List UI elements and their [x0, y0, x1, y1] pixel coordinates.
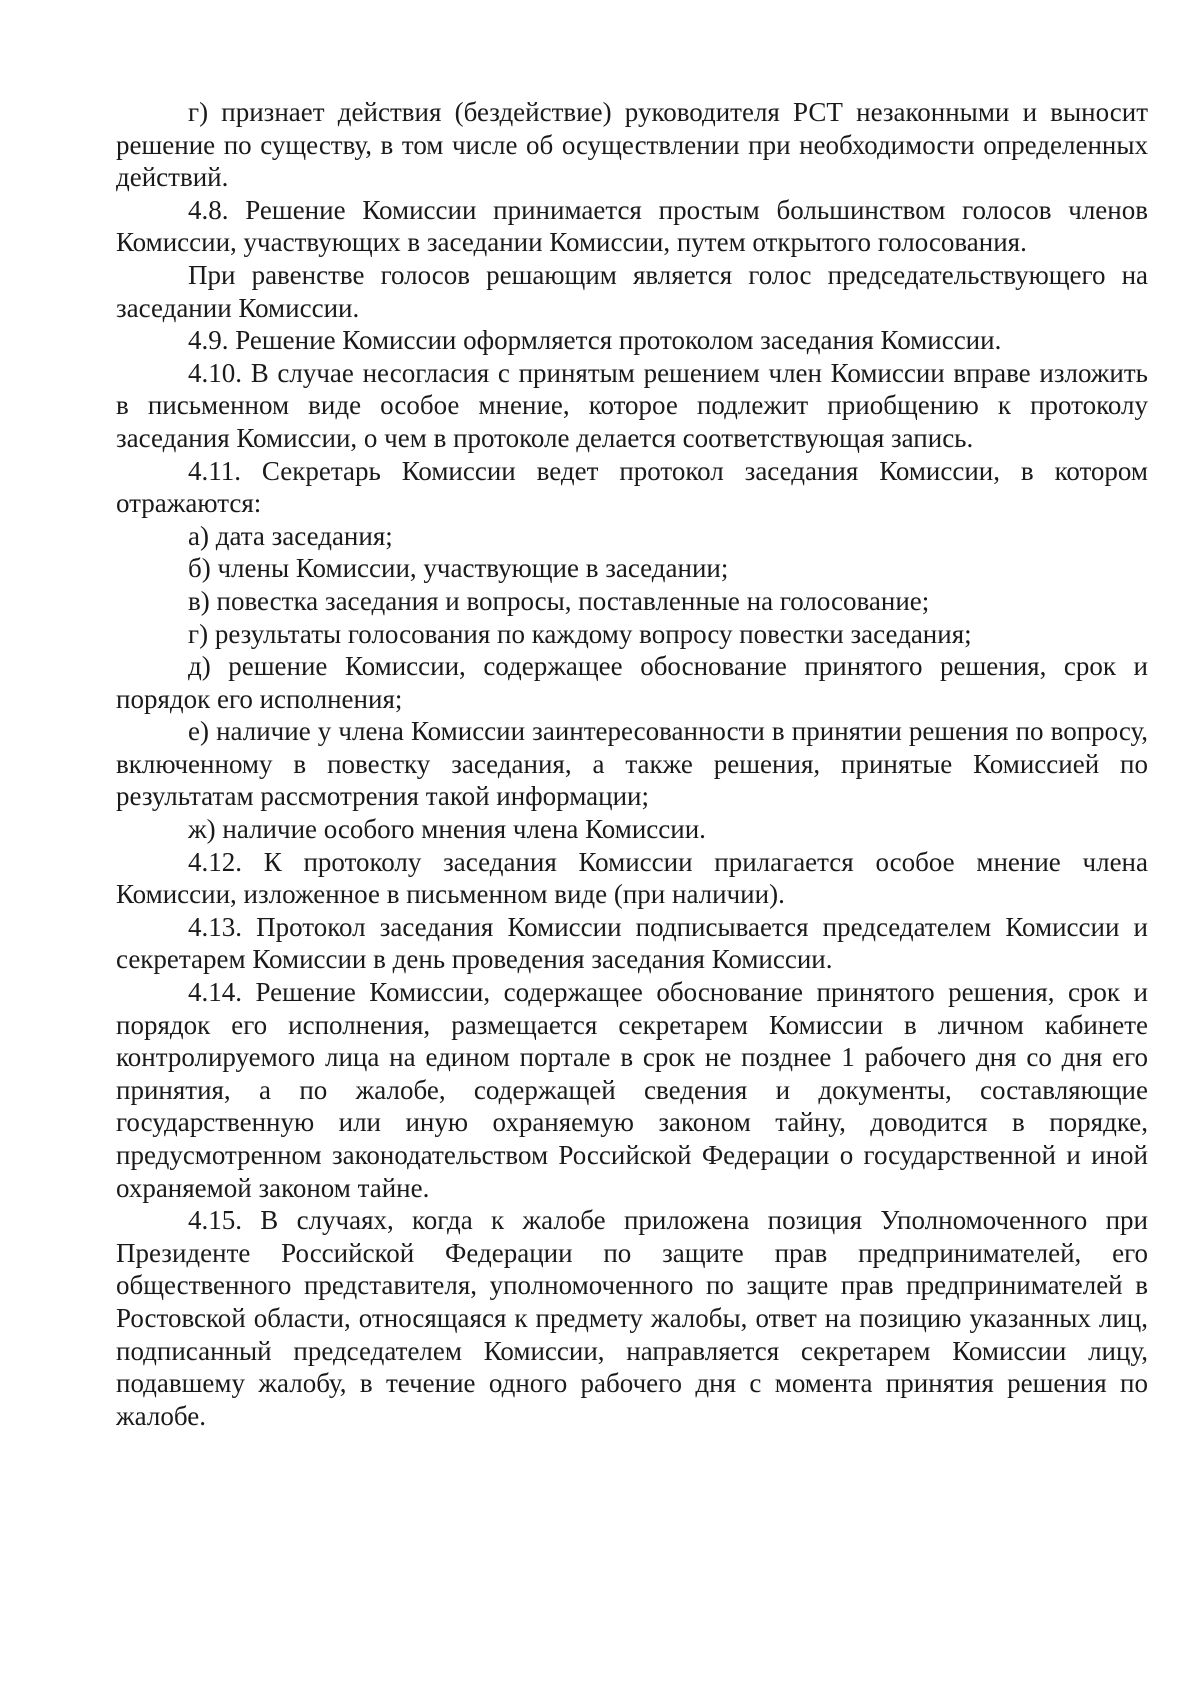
- list-item-a: а) дата заседания;: [188, 520, 393, 551]
- paragraph-4-10: 4.10. В случае несогласия с принятым решением член Комиссии вправе изложить в письменном виде особое мнение, которое подлежит приобщению к протоколу заседания Комиссии, о чем в протоколе делается соответствующая запись.: [116, 357, 1148, 453]
- paragraph-4-11: 4.11. Секретарь Комиссии ведет протокол заседания Комиссии, в котором отражаются:: [116, 455, 1148, 519]
- paragraph-4-12: 4.12. К протоколу заседания Комиссии прилагается особое мнение члена Комиссии, изложенное в письменном виде (при наличии).: [116, 846, 1148, 910]
- paragraph-4-14: 4.14. Решение Комиссии, содержащее обоснование принятого решения, срок и порядок его исполнения, размещается секретарем Комиссии в личном кабинете контролируемого лица на едином портале в срок не позднее 1 рабочего дня со дня его принятия, а по жалобе, содержащей сведения и документы, составляющие государственную или иную охраняемую законом тайну, доводится в порядке, предусмотренном законодательством Российской Федерации о государственной и иной охраняемой законом тайне.: [116, 977, 1148, 1203]
- list-item-b: б) члены Комиссии, участвующие в заседании;: [188, 553, 729, 584]
- paragraph-tie-vote: При равенстве голосов решающим является голос председательствующего на заседании Комиссии.: [116, 259, 1148, 323]
- paragraph-4-8: 4.8. Решение Комиссии принимается простым большинством голосов членов Комиссии, участвующих в заседании Комиссии, путем открытого голосования.: [116, 194, 1148, 258]
- paragraph-4-13: 4.13. Протокол заседания Комиссии подписывается председателем Комиссии и секретарем Комиссии в день проведения заседания Комиссии.: [116, 911, 1148, 975]
- list-item-e: е) наличие у члена Комиссии заинтересованности в принятии решения по вопросу, включенному в повестку заседания, а также решения, принятые Комиссией по результатам рассмотрения такой информации;: [116, 716, 1148, 812]
- list-item-g: г) результаты голосования по каждому вопросу повестки заседания;: [188, 618, 972, 649]
- paragraph-g-declares-actions-unlawful: г) признает действия (бездействие) руководителя РСТ незаконными и выносит решение по существу, в том числе об осуществлении при необходимости определенных действий.: [116, 97, 1148, 193]
- paragraph-4-15: 4.15. В случаях, когда к жалобе приложена позиция Уполномоченного при Президенте Российской Федерации по защите прав предпринимателей, его общественного представителя, уполномоченного по защите прав предпринимателей в Ростовской области, относящаяся к предмету жалобы, ответ на позицию указанных лиц, подписанный председателем Комиссии, направляется секретарем Комиссии лицу, подавшему жалобу, в течение одного рабочего дня с момента принятия решения по жалобе.: [116, 1205, 1148, 1431]
- document-body: [116, 96, 1148, 1432]
- list-item-zh: ж) наличие особого мнения члена Комиссии.: [188, 814, 706, 845]
- list-item-d: д) решение Комиссии, содержащее обоснование принятого решения, срок и порядок его исполнения;: [116, 651, 1148, 714]
- list-item-v: в) повестка заседания и вопросы, поставленные на голосование;: [188, 585, 930, 616]
- paragraph-4-9: 4.9. Решение Комиссии оформляется протоколом заседания Комиссии.: [188, 325, 1002, 356]
